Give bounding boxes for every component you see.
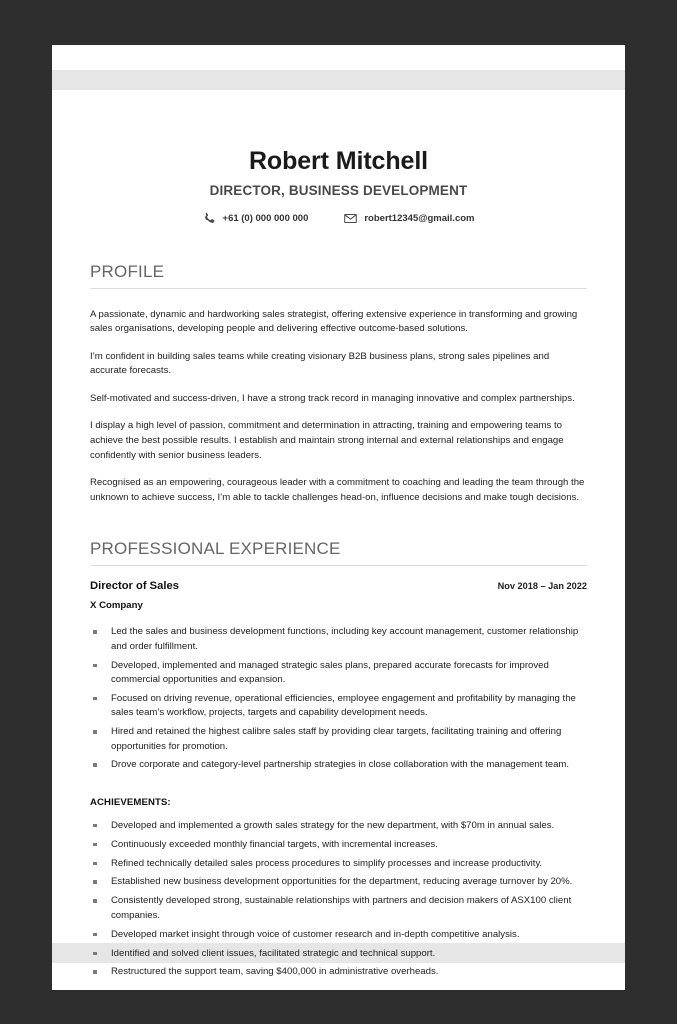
candidate-name: Robert Mitchell [248, 147, 429, 175]
contact-phone[interactable] [203, 212, 309, 225]
list-item: Focused on driving revenue, operational efficiencies, employee engagement and profitability by managing the sales team’s workflow, projects, targets and capability development needs. [90, 692, 587, 721]
profile-paragraph: Recognised as an empowering, courageous leader with a commitment to coaching and leading the team through the unknown to achieve success, I’m able to tackle challenges head-on, influence decisions and make tough decisions. [90, 477, 585, 503]
job-company: X Company [90, 600, 143, 612]
profile-paragraph: A passionate, dynamic and hardworking sales strategist, offering extensive experience in transforming and growing sales organisations, developing people and delivering effective outcome-based solutions. [90, 308, 578, 335]
section-professional-experience [90, 539, 587, 980]
profile-paragraph: I’m confident in building sales teams while creating visionary B2B business plans, strong sales pipelines and accurate forecasts. [90, 350, 550, 377]
list-item: Drove corporate and category-level partnership strategies in close collaboration with the management team. [90, 758, 587, 772]
list-item: Established new business development opportunities for the department, reducing average turnover by 20%. [90, 875, 587, 889]
contact-row [90, 212, 587, 225]
candidate-job-title: DIRECTOR, BUSINESS DEVELOPMENT [209, 182, 468, 198]
list-item: Refined technically detailed sales process procedures to simplify processes and increase productivity. [90, 857, 587, 871]
resume-content [90, 45, 587, 984]
list-item: Developed market insight through voice of customer research and in-depth competitive analysis. [90, 928, 587, 942]
job-responsibilities-list [90, 625, 587, 773]
contact-phone-value: +61 (0) 000 000 000 [222, 212, 309, 224]
job-role: Director of Sales [90, 580, 179, 593]
list-item: Hired and retained the highest calibre sales staff by providing clear targets, facilitating training and offering opportunities for promotion. [90, 725, 587, 754]
section-title-profile: PROFILE [90, 262, 587, 289]
envelope-icon [344, 212, 357, 225]
list-item: Developed and implemented a growth sales strategy for the new department, with $70m in annual sales. [90, 819, 587, 833]
profile-paragraph: Self-motivated and success-driven, I have a strong track record in managing innovative and complex partnerships. [90, 392, 575, 404]
achievements-label: ACHIEVEMENTS: [90, 796, 171, 808]
list-item: Developed, implemented and managed strategic sales plans, prepared accurate forecasts for improved commercial opportunities and expansion. [90, 659, 587, 688]
list-item: Led the sales and business development functions, including key account management, customer relationship and order fulfillment. [90, 625, 587, 654]
list-item: Continuously exceeded monthly financial targets, with incremental increases. [90, 838, 587, 852]
list-item: Restructured the support team, saving $400,000 in administrative overheads. [90, 965, 587, 979]
contact-email-value: robert12345@gmail.com [364, 212, 475, 224]
job-achievements-list [90, 819, 587, 980]
list-item: Consistently developed strong, sustainable relationships with partners and decision makers of ASX100 client companies. [90, 894, 587, 923]
resume-page [52, 45, 625, 990]
section-profile [90, 262, 587, 506]
contact-email[interactable] [344, 212, 474, 225]
profile-paragraph: I display a high level of passion, commitment and determination in attracting, training and empowering teams to achieve the best possible results. I establish and maintain strong internal and external relationships and engage confidently with senior business leaders. [90, 420, 564, 461]
phone-icon [203, 212, 216, 225]
section-title-professional-experience: PROFESSIONAL EXPERIENCE [90, 539, 587, 566]
list-item: Identified and solved client issues, facilitated strategic and technical support. [90, 947, 587, 961]
job-header [90, 580, 587, 592]
job-dates: Nov 2018 – Jan 2022 [497, 581, 587, 592]
